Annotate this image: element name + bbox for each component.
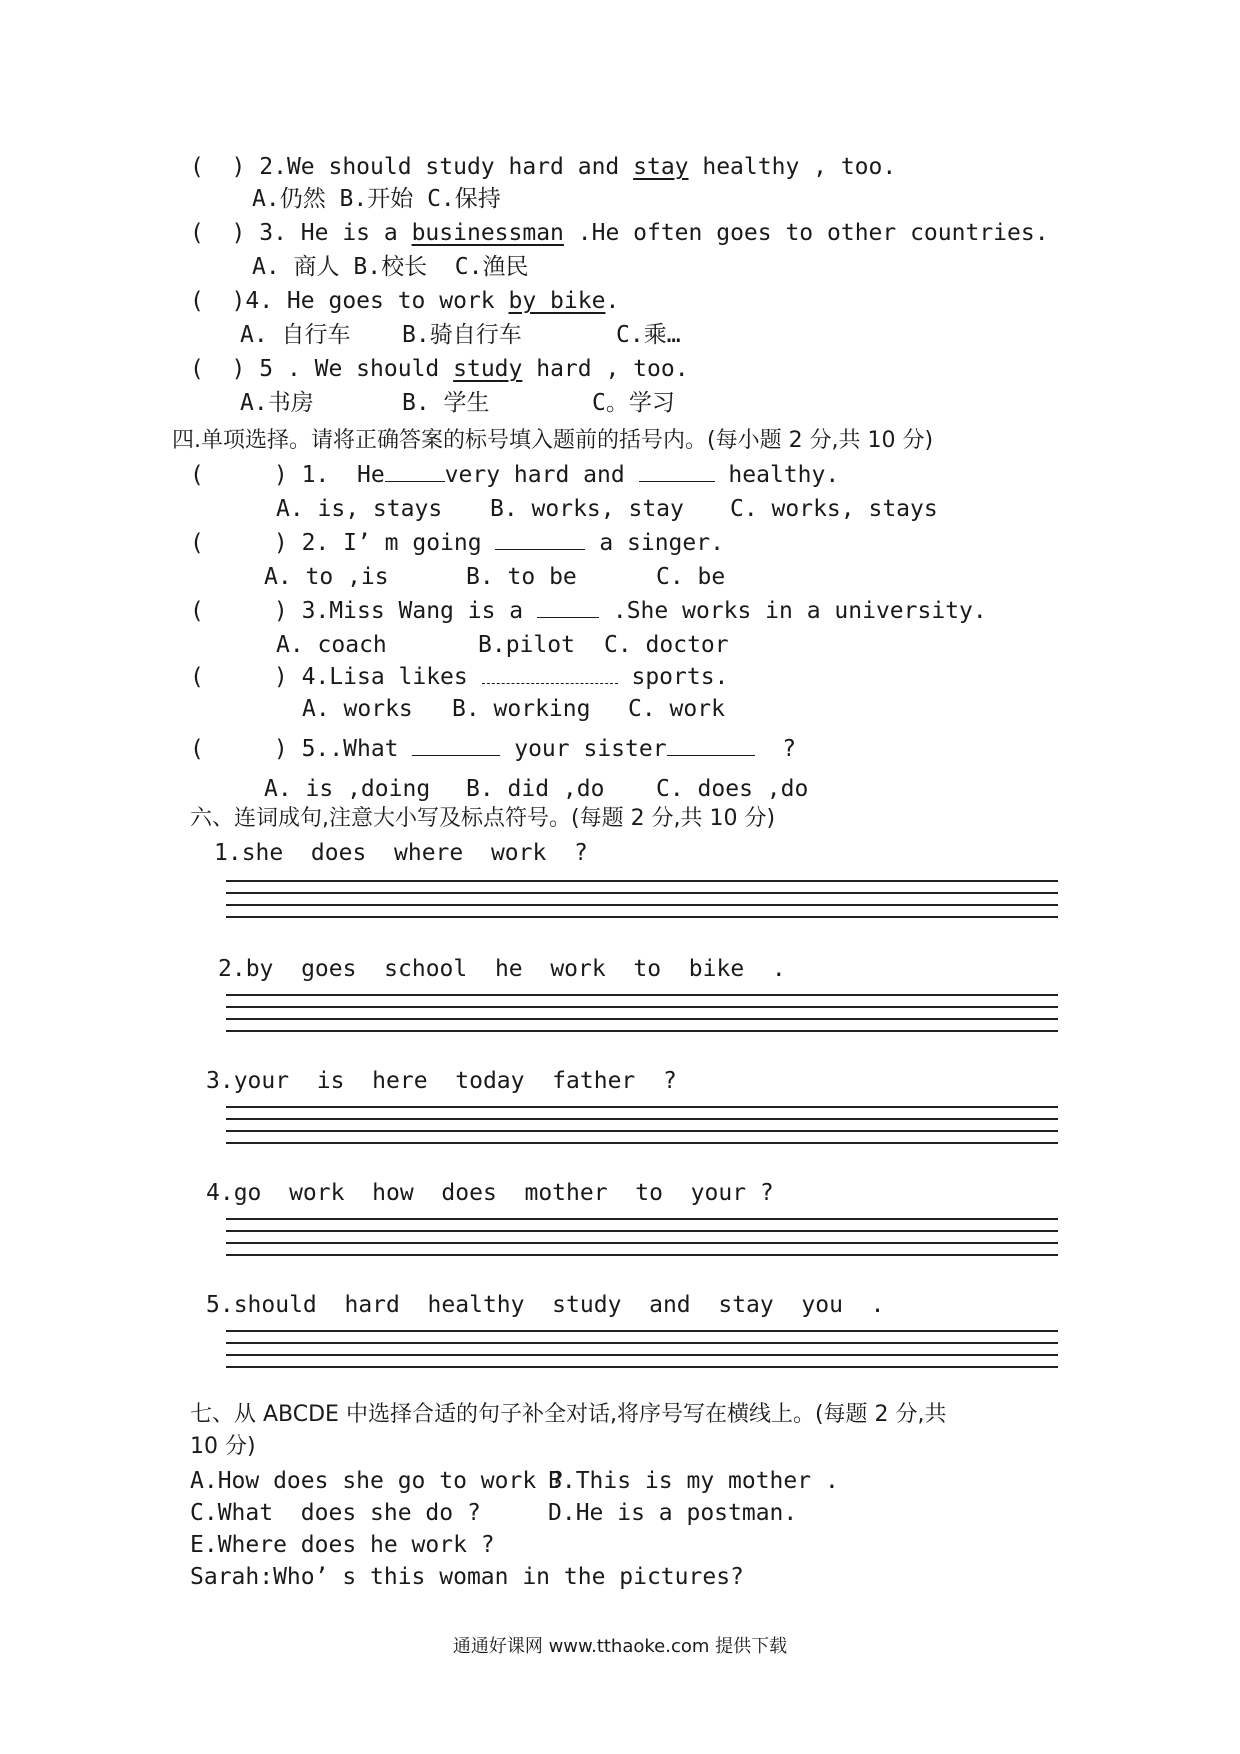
s4-q5: ( ) 5..What your sister ? — [190, 736, 797, 762]
writing-line — [226, 1006, 1058, 1008]
section7-heading-line1: 七、从 ABCDE 中选择合适的句子补全对话,将序号写在横线上。(每题 2 分,共 — [190, 1402, 947, 1427]
section6-heading: 六、连词成句,注意大小写及标点符号。(每题 2 分,共 10 分) — [190, 806, 776, 831]
s4-q4-opt-a: A. works — [302, 696, 413, 722]
s4-q3-opt-b: B.pilot — [478, 632, 575, 658]
s4-q5-opt-c: C. does ,do — [656, 776, 809, 802]
s3-q5-opt-c: C。学习 — [592, 390, 675, 416]
s4-q1-opt-b: B. works, stay — [490, 496, 684, 522]
s4-q2: ( ) 2. I’ m going a singer. — [190, 530, 724, 556]
writing-line — [226, 1030, 1058, 1032]
s3-q4-opt-b: B.骑自行车 — [402, 322, 522, 348]
answer-blank — [495, 531, 585, 550]
writing-line — [226, 1366, 1058, 1368]
underlined-word: stay — [633, 154, 689, 180]
answer-paren: ( ) — [190, 220, 246, 246]
writing-line — [226, 1342, 1058, 1344]
answer-blank — [537, 599, 599, 618]
writing-line — [226, 1106, 1058, 1108]
writing-line — [226, 1018, 1058, 1020]
writing-line — [226, 1130, 1058, 1132]
s6-item-3: 3.your is here today father ? — [206, 1068, 677, 1094]
s3-q2: ( ) 2.We should study hard and stay healthy , too. — [190, 154, 897, 180]
s3-q5-opt-b: B. 学生 — [402, 390, 490, 416]
s3-q3: ( ) 3. He is a businessman .He often goes to other countries. — [190, 220, 1049, 246]
s7-option-e: E.Where does he work ? — [190, 1532, 495, 1558]
s3-q4-opt-c: C.乘… — [616, 322, 681, 348]
s3-q4: ( )4. He goes to work by bike. — [190, 288, 620, 314]
s4-q1: ( ) 1. He very hard and healthy. — [190, 462, 840, 488]
s3-q5: ( ) 5 . We should study hard , too. — [190, 356, 689, 382]
s4-q3-opt-a: A. coach — [276, 632, 387, 658]
answer-blank — [385, 463, 445, 482]
underlined-word: by bike — [508, 288, 606, 314]
s3-q2-options: A.仍然 B.开始 C.保持 — [252, 186, 501, 212]
writing-line — [226, 1118, 1058, 1120]
writing-line — [226, 1218, 1058, 1220]
page-footer: 通通好课网 www.tthaoke.com 提供下载 — [452, 1636, 788, 1657]
s4-q1-opt-a: A. is, stays — [276, 496, 443, 522]
s4-q2-opt-b: B. to be — [466, 564, 577, 590]
s6-item-4: 4.go work how does mother to your ? — [206, 1180, 774, 1206]
s6-item-2: 2.by goes school he work to bike . — [218, 956, 786, 982]
s7-option-a: A.How does she go to work ? — [190, 1468, 564, 1494]
answer-paren: ( ) — [190, 288, 246, 314]
s3-q3-options: A. 商人 B.校长 C.渔民 — [252, 254, 529, 280]
writing-line — [226, 1254, 1058, 1256]
s4-q3-opt-c: C. doctor — [604, 632, 729, 658]
s4-q2-opt-c: C. be — [656, 564, 726, 590]
writing-line — [226, 1230, 1058, 1232]
s4-q1-opt-c: C. works, stays — [730, 496, 938, 522]
s4-q2-opt-a: A. to ,is — [264, 564, 389, 590]
writing-line — [226, 880, 1058, 882]
writing-line — [226, 1142, 1058, 1144]
s6-item-1: 1.she does where work ? — [214, 840, 588, 866]
s7-option-d: D.He is a postman. — [548, 1500, 798, 1526]
underlined-word: study — [453, 356, 523, 382]
writing-line — [226, 1242, 1058, 1244]
s4-q4: ( ) 4.Lisa likes sports. — [190, 664, 729, 690]
writing-line — [226, 916, 1058, 918]
s4-q5-opt-b: B. did ,do — [466, 776, 605, 802]
writing-line — [226, 994, 1058, 996]
answer-blank — [412, 737, 500, 756]
s4-q3: ( ) 3.Miss Wang is a .She works in a university. — [190, 598, 987, 624]
section7-heading-line2: 10 分) — [190, 1434, 256, 1459]
s6-item-5: 5.should hard healthy study and stay you . — [206, 1292, 885, 1318]
writing-line — [226, 904, 1058, 906]
s4-q4-opt-b: B. working — [452, 696, 591, 722]
underlined-word: businessman — [411, 220, 564, 246]
s7-option-b: B.This is my mother . — [548, 1468, 839, 1494]
writing-line — [226, 892, 1058, 894]
s7-option-c: C.What does she do ? — [190, 1500, 481, 1526]
answer-blank — [482, 665, 618, 684]
section4-heading: 四.单项选择。请将正确答案的标号填入题前的括号内。(每小题 2 分,共 10 分) — [172, 428, 934, 453]
answer-blank — [639, 463, 715, 482]
writing-line — [226, 1354, 1058, 1356]
s3-q4-opt-a: A. 自行车 — [240, 322, 351, 348]
writing-line — [226, 1330, 1058, 1332]
s7-dialog-line-1: Sarah:Who’ s this woman in the pictures? — [190, 1564, 744, 1590]
answer-paren: ( ) — [190, 356, 246, 382]
answer-blank — [667, 737, 755, 756]
s4-q4-opt-c: C. work — [628, 696, 725, 722]
answer-paren: ( ) — [190, 154, 246, 180]
s4-q5-opt-a: A. is ,doing — [264, 776, 431, 802]
s3-q5-opt-a: A.书房 — [240, 390, 314, 416]
